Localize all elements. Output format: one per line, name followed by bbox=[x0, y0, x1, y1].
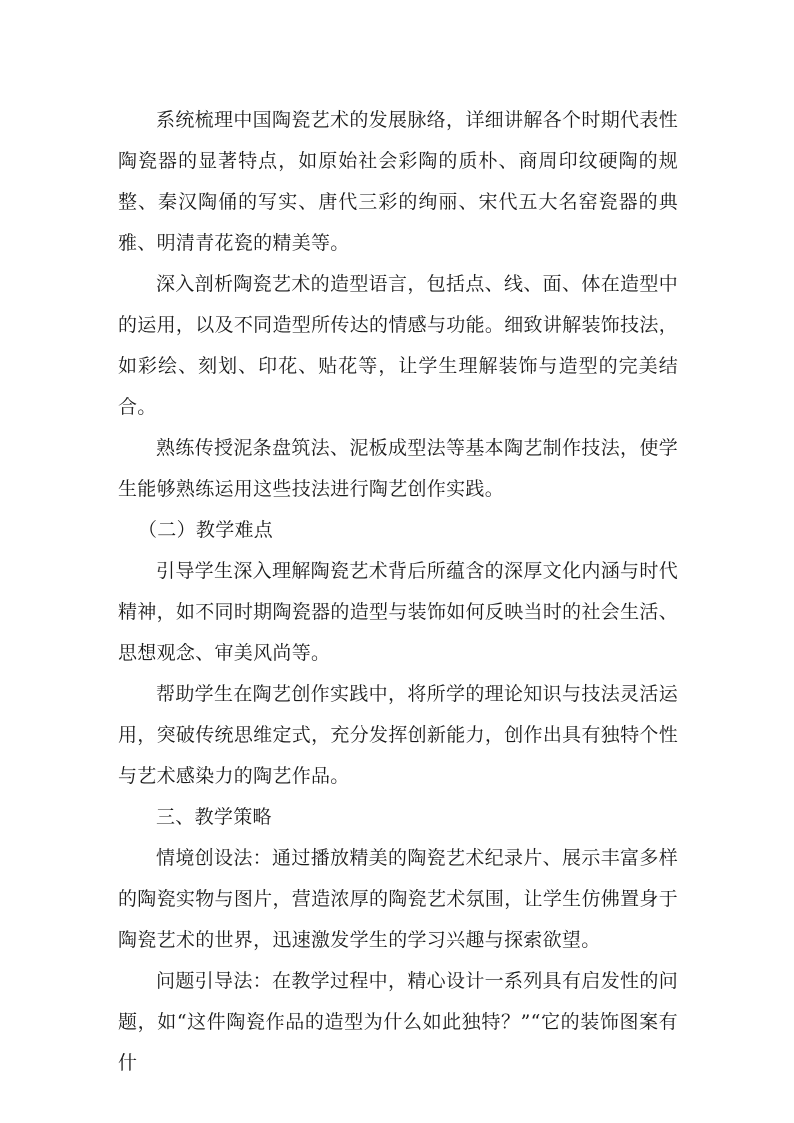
paragraph-creative-practice: 帮助学生在陶艺创作实践中，将所学的理论知识与技法灵活运用，突破传统思维定式，充分发挥创新能力，创作出具有独特个性与艺术感染力的陶艺作品。 bbox=[118, 683, 678, 787]
section-heading-strategies: 三、教学策略 bbox=[156, 806, 272, 828]
paragraph-situational-method: 情境创设法：通过播放精美的陶瓷艺术纪录片、展示丰富多样的陶瓷实物与图片，营造浓厚的陶瓷艺术氛围，让学生仿佛置身于陶瓷艺术的世界，迅速激发学生的学习兴趣与探索欲望。 bbox=[118, 847, 678, 951]
paragraph-cultural-connotation: 引导学生深入理解陶瓷艺术背后所蕴含的深厚文化内涵与时代精神，如不同时期陶瓷器的造型与装饰如何反映当时的社会生活、思想观念、审美风尚等。 bbox=[118, 560, 678, 664]
paragraph-basic-techniques: 熟练传授泥条盘筑法、泥板成型法等基本陶艺制作技法，使学生能够熟练运用这些技法进行陶艺创作实践。 bbox=[118, 437, 678, 500]
paragraph-modeling-language: 深入剖析陶瓷艺术的造型语言，包括点、线、面、体在造型中的运用，以及不同造型所传达的情感与功能。细致讲解装饰技法，如彩绘、刻划、印花、贴花等，让学生理解装饰与造型的完美结合。 bbox=[118, 273, 678, 418]
section-heading-difficulties: （二）教学难点 bbox=[138, 519, 274, 541]
paragraph-ceramic-history: 系统梳理中国陶瓷艺术的发展脉络，详细讲解各个时期代表性陶瓷器的显著特点，如原始社会彩陶的质朴、商周印纹硬陶的规整、秦汉陶俑的写实、唐代三彩的绚丽、宋代五大名窑瓷器的典雅、明清青花瓷的精美等。 bbox=[118, 109, 678, 254]
paragraph-question-method: 问题引导法：在教学过程中，精心设计一系列具有启发性的问题，如“这件陶瓷作品的造型为什么如此独特？”“它的装饰图案有什 bbox=[118, 970, 678, 1074]
